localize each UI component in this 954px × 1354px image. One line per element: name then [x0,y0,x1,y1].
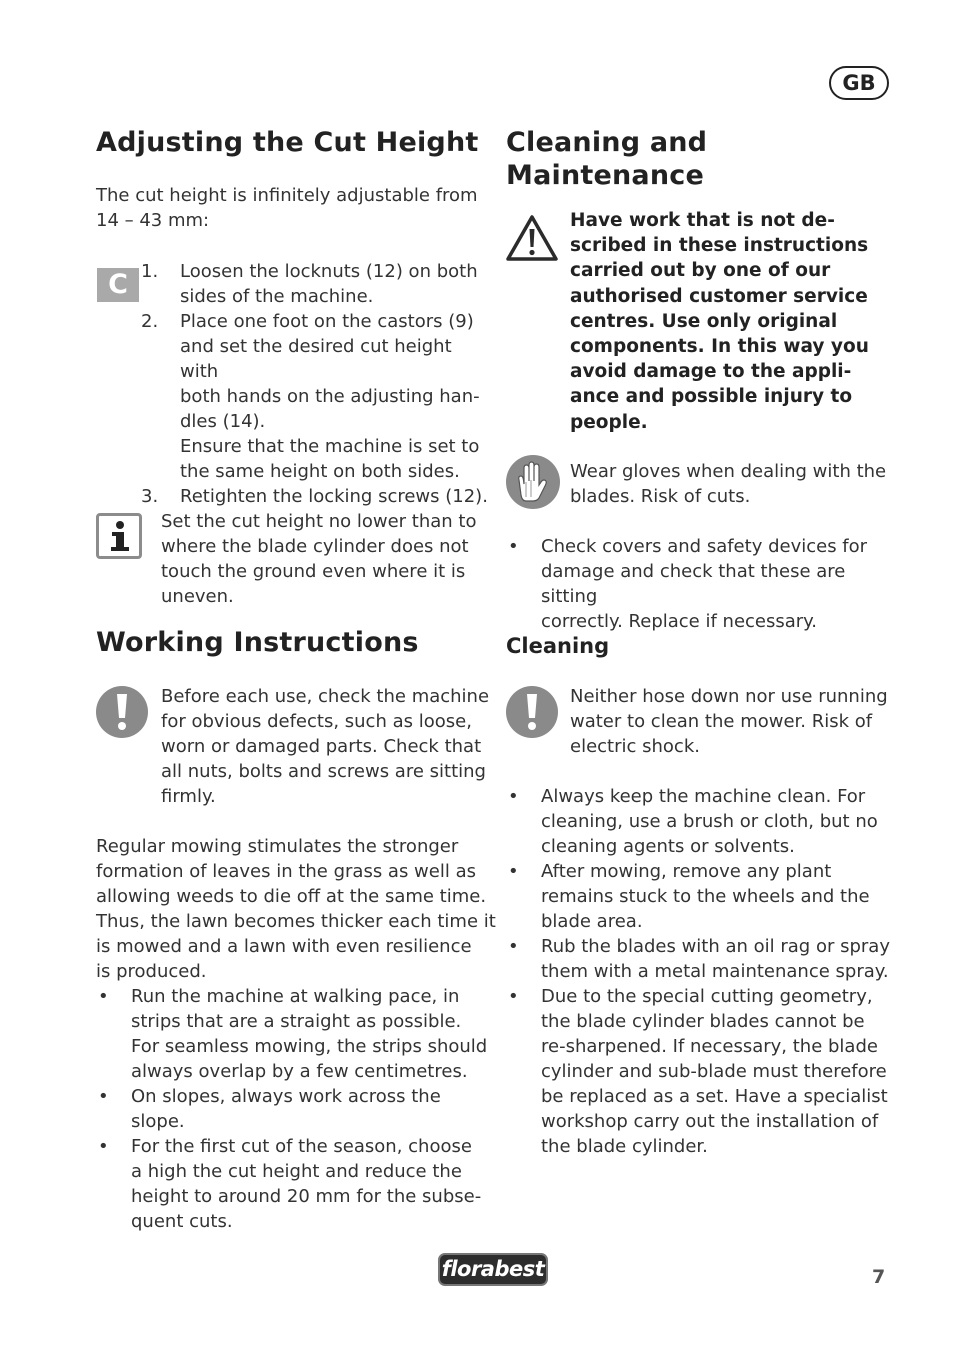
text-line: correctly. Replace if necessary. [541,611,817,632]
language-badge: GB [829,66,889,100]
info-icon [96,513,142,559]
text-line: damage and check that these are sitting [541,561,846,607]
text-line: • Due to the special cutting geometry, [541,986,873,1007]
text-line: The cut height is infinitely adjustable from [96,185,478,206]
text-line: is produced. [96,961,207,982]
text-line: 14 – 43 mm: [96,210,210,231]
page-number: 7 [872,1266,886,1288]
text-line: firmly. [161,786,216,807]
brand-logo: florabest [438,1253,548,1286]
list-item [506,859,906,934]
text-line: Place one foot on the castors (9) [180,311,474,332]
text-line: height to around 20 mm for the subse- [131,1186,482,1207]
working-instructions-heading: Working Instructions [96,627,419,658]
maintenance-heading [506,126,707,192]
gloves-icon [506,455,560,509]
list-item [506,534,906,634]
text-line: Ensure that the machine is set to [180,436,480,457]
text-line: Set the cut height no lower than to [161,511,477,532]
text-line: • Check covers and safety devices for [541,536,868,557]
text-line: cleaning agents or solvents. [541,836,795,857]
cut-height-intro [96,183,486,233]
heading-line: Maintenance [506,160,704,191]
text-line: • After mowing, remove any plant [541,861,832,882]
text-line: electric shock. [570,736,700,757]
text-line: the same height on both sides. [180,461,460,482]
text-line: sides of the machine. [180,286,374,307]
caution-icon [506,686,558,738]
text-line: the blade cylinder. [541,1136,708,1157]
text-line: always overlap by a few centimetres. [131,1061,468,1082]
text-line: the blade cylinder blades cannot be [541,1011,865,1032]
text-line: worn or damaged parts. Check that [161,736,482,757]
text-line: is mowed and a lawn with even resilience [96,936,472,957]
text-line: strips that are a straight as possible. [131,1011,462,1032]
heading-line: Cleaning and [506,127,708,158]
text-line: Wear gloves when dealing with the [570,461,887,482]
text-line: them with a metal maintenance spray. [541,961,889,982]
text-line: Loosen the locknuts (12) on both [180,261,478,282]
list-item [506,784,906,859]
text-line: Have work that is not de- [570,210,835,231]
text-line: • On slopes, always work across the [131,1086,441,1107]
text-line: centres. Use only original [570,310,838,332]
text-line: people. [570,411,648,433]
text-line: dles (14). [180,411,266,432]
cleaning-caution-note [570,684,900,759]
mowing-paragraph [96,834,496,984]
cut-height-heading: Adjusting the Cut Height [96,127,479,158]
text-line: ance and possible injury to [570,386,853,408]
step-item [141,484,491,509]
text-line: water to clean the mower. Risk of [570,711,873,732]
text-line: • Run the machine at walking pace, in [131,986,460,1007]
list-item [96,1084,496,1134]
working-caution-note [161,684,491,809]
text-line: Neither hose down nor use running [570,686,888,707]
text-line: authorised customer service [570,285,868,307]
text-line: quent cuts. [131,1211,233,1232]
text-line: re-sharpened. If necessary, the blade [541,1036,878,1057]
text-line: components. In this way you [570,336,869,358]
caution-icon [96,686,148,738]
text-line: blades. Risk of cuts. [570,486,751,507]
list-item [96,984,496,1084]
text-line: Retighten the locking screws (12). [180,486,488,507]
text-line: • Always keep the machine clean. For [541,786,866,807]
text-line: • For the first cut of the season, choose [131,1136,472,1157]
text-line: uneven. [161,586,234,607]
text-line: blade area. [541,911,643,932]
list-item [506,934,906,984]
info-note [161,509,491,609]
text-line: avoid damage to the appli- [570,361,852,383]
text-line: and set the desired cut height with [180,336,452,382]
cleaning-heading: Cleaning [506,634,610,658]
figure-c-label: C [97,268,139,302]
list-item [96,1134,496,1234]
text-line: for obvious defects, such as loose, [161,711,472,732]
step-number: 3. [141,486,159,507]
gloves-note [570,459,900,509]
text-line: cylinder and sub-blade must therefore [541,1061,887,1082]
text-line: scribed in these instructions [570,235,869,257]
text-line: all nuts, bolts and screws are sitting [161,761,486,782]
text-line: touch the ground even where it is [161,561,466,582]
text-line: carried out by one of our [570,260,831,282]
working-bullets [96,984,496,1234]
step-item [141,309,491,484]
text-line: workshop carry out the installation of [541,1111,879,1132]
step-number: 1. [141,261,159,282]
warning-triangle-icon [505,214,559,262]
step-item [141,259,491,309]
text-line: slope. [131,1111,185,1132]
text-line: Regular mowing stimulates the stronger [96,836,459,857]
text-line: Thus, the lawn becomes thicker each time it [96,911,496,932]
list-item [506,984,906,1159]
text-line: be replaced as a set. Have a specialist [541,1086,888,1107]
text-line: where the blade cylinder does not [161,536,469,557]
text-line: both hands on the adjusting han- [180,386,480,407]
text-line: cleaning, use a brush or cloth, but no [541,811,878,832]
text-line: formation of leaves in the grass as well as [96,861,476,882]
text-line: Before each use, check the machine [161,686,490,707]
cut-height-steps [141,259,491,509]
text-line: • Rub the blades with an oil rag or spray [541,936,890,957]
text-line: a high the cut height and reduce the [131,1161,462,1182]
text-line: remains stuck to the wheels and the [541,886,870,907]
text-line: allowing weeds to die off at the same time. [96,886,487,907]
maintenance-bullets [506,534,906,634]
step-number: 2. [141,311,159,332]
cleaning-bullets [506,784,906,1159]
warning-note [570,208,900,435]
text-line: For seamless mowing, the strips should [131,1036,488,1057]
